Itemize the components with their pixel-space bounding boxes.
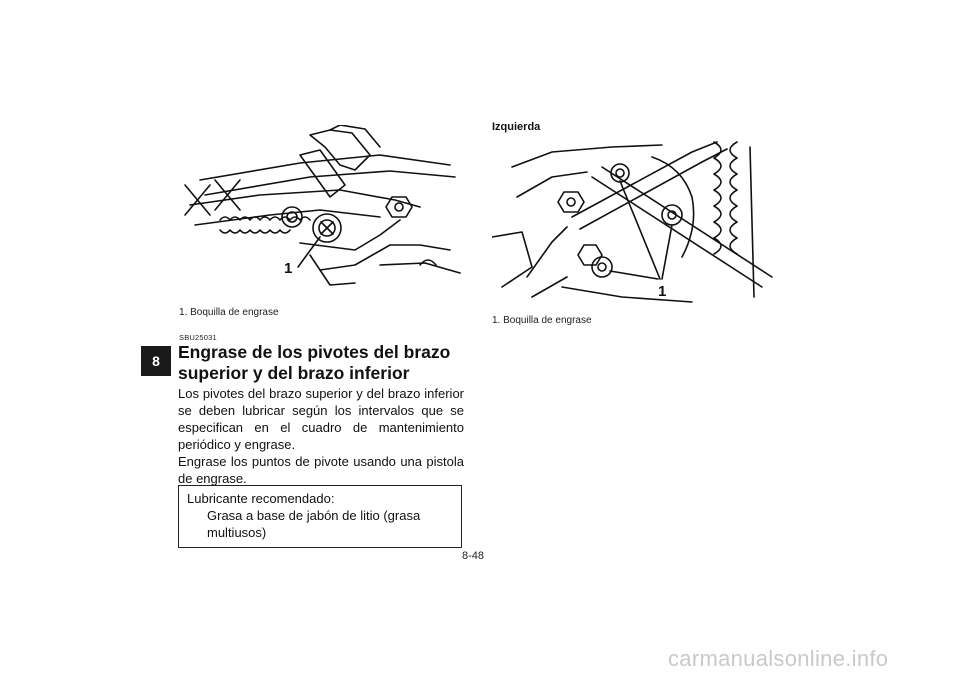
chapter-number: 8 (152, 353, 160, 369)
right-figure-caption: 1. Boquilla de engrase (492, 315, 592, 326)
lubricant-box (178, 485, 462, 548)
page-number: 8-48 (462, 550, 485, 562)
section-code: SBU25031 (179, 333, 217, 342)
left-figure-illustration (180, 125, 465, 300)
body-paragraph-1: Los pivotes del brazo superior y del brazo inferior se deben lubricar según los intervalos que se especifican en el cuadro de mantenimiento periódico y engrase. (178, 386, 464, 452)
lubricant-value: Grasa a base de jabón de litio (grasa multiusos) (207, 508, 421, 540)
left-figure-callout: 1 (284, 260, 293, 277)
section-heading: Engrase de los pivotes del brazo superior y del brazo inferior (178, 342, 451, 383)
chapter-tab (141, 346, 171, 376)
right-figure-illustration (492, 137, 777, 305)
lubricant-label: Lubricante recomendado: (187, 491, 335, 506)
body-paragraph-2: Engrase los puntos de pivote usando una pistola de engrase. (178, 454, 464, 486)
left-figure-caption: 1. Boquilla de engrase (179, 307, 279, 318)
right-figure-callout: 1 (658, 283, 667, 300)
right-subheading: Izquierda (492, 121, 541, 133)
watermark: carmanualsonline.info (668, 646, 889, 671)
